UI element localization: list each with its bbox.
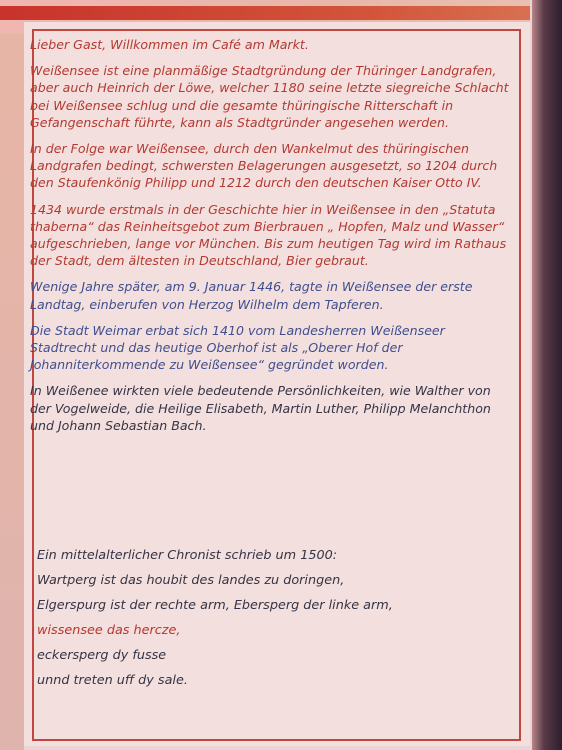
- chronicle-line: Wartperg ist das houbit des landes zu doringen,: [37, 573, 345, 588]
- paragraph-personalities: In Weißenee wirkten viele bedeutende Persönlichkeiten, wie Walther von der Vogelweide, die Heilige Elisabeth, Martin Luther, Philipp Melanchthon und Johann Sebastian Bach.: [30, 383, 491, 433]
- chronicle-line-heart: wissensee das hercze,: [37, 623, 181, 638]
- chronicle-line: eckersperg dy fusse: [37, 648, 167, 663]
- paragraph-sieges: In der Folge war Weißensee, durch den Wankelmut des thüringischen Landgrafen bedingt, schwersten Belagerungen ausgesetzt, so 1204 durch den Staufenkönig Philipp und 1212 durch den deutschen Kaiser Otto IV.: [30, 141, 498, 191]
- right-edge-shadow: [532, 0, 562, 750]
- left-decor-band: [0, 34, 24, 750]
- greeting: Lieber Gast, Willkommen im Café am Markt.: [30, 37, 309, 52]
- chronicle-line: unnd treten uff dy sale.: [37, 673, 188, 688]
- paragraph-purity-law: 1434 wurde erstmals in der Geschichte hier in Weißensee in den „Statuta thaberna“ das Reinheitsgebot zum Bierbrauen „ Hopfen, Malz und Wasser“ aufgeschrieben, lange vor München. Bis zum heutigen Tag wird im Rathaus der Stadt, dem ältesten in Deutschland, Bier gebraut.: [30, 201, 507, 269]
- chronicle-line: Elgerspurg ist der rechte arm, Ebersperg der linke arm,: [37, 598, 393, 613]
- paragraph-landtag: Wenige Jahre später, am 9. Januar 1446, tagte in Weißensee der erste Landtag, einberufen von Herzog Wilhelm dem Tapferen.: [30, 279, 473, 312]
- top-decor-band: [0, 6, 530, 20]
- paragraph-founding: Weißensee ist eine planmäßige Stadtgründung der Thüringer Landgrafen, aber auch Heinrich der Löwe, welcher 1180 seine letzte siegreiche Schlacht bei Weißensee schlug und die gesamte thüringische Ritterschaft in Gefangenschaft führte, kann als Stadtgründer angesehen werden.: [30, 63, 509, 130]
- history-text: [30, 36, 510, 443]
- chronicle-quote: [37, 543, 497, 693]
- chronicle-intro: Ein mittelalterlicher Chronist schrieb um 1500:: [37, 548, 338, 563]
- paragraph-town-rights: Die Stadt Weimar erbat sich 1410 vom Landesherren Weißenseer Stadtrecht und das heutige Oberhof ist als „Oberer Hof der Johanniterkommende zu Weißensee“ gegründet worden.: [30, 322, 445, 373]
